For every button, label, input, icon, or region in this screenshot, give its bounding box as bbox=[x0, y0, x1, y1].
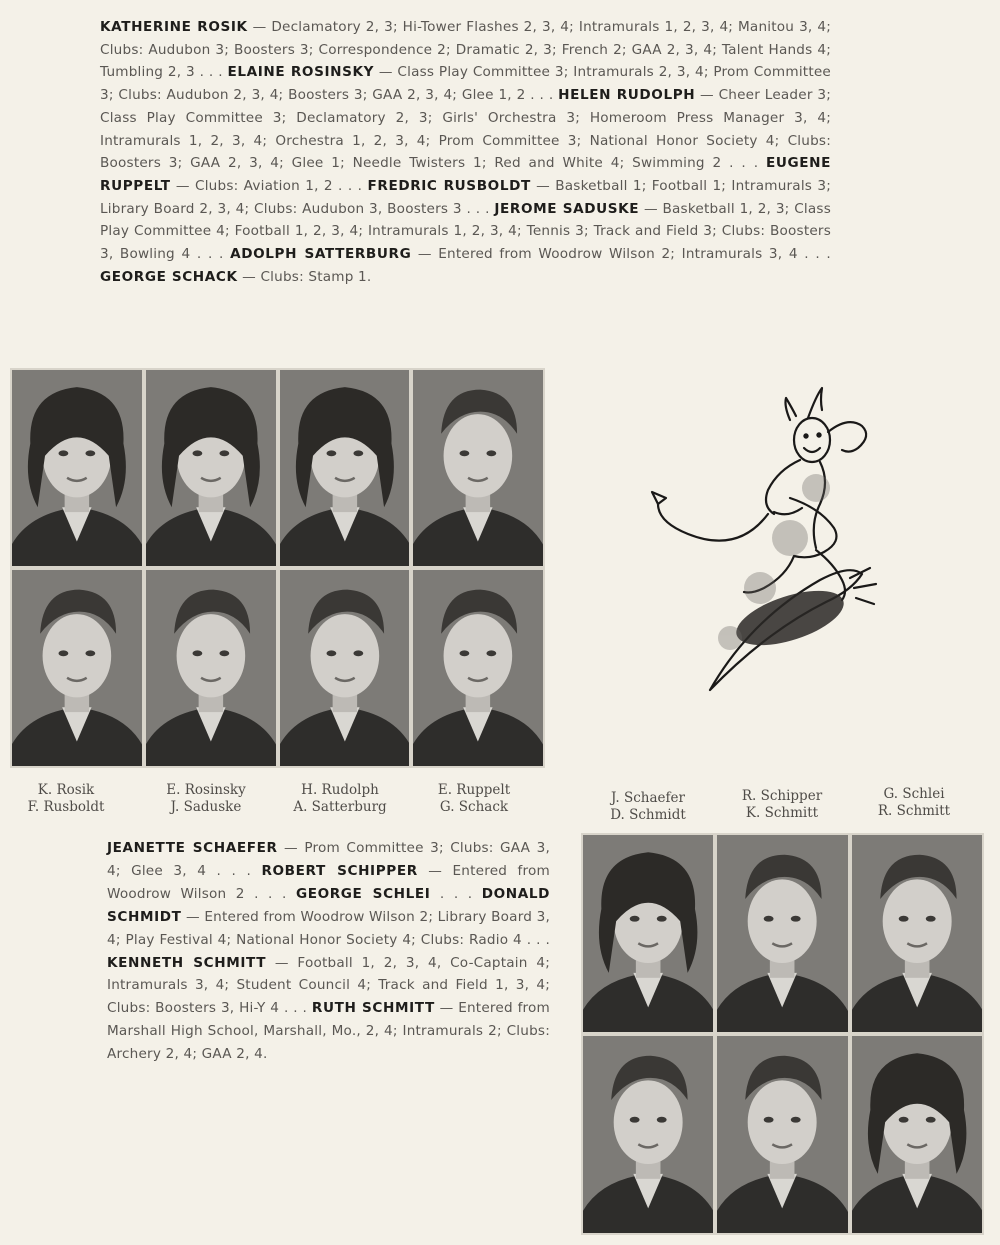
student-portrait-photo bbox=[12, 570, 142, 766]
ellipsis-separator: . . . bbox=[216, 862, 251, 879]
ellipsis-separator: . . . bbox=[526, 931, 550, 948]
student-activities: Entered from Woodrow Wilson 2 bbox=[107, 862, 550, 902]
em-dash: — bbox=[428, 862, 443, 879]
em-dash: — bbox=[186, 908, 200, 925]
student-name: EUGENE RUPPELT bbox=[100, 155, 832, 194]
student-name: GEORGE SCHLEI bbox=[295, 885, 431, 902]
student-activities: Entered from Marshall High School, Marshall, Mo., 2, 4; Intramurals 2; Clubs: Archery 2, 4; GAA 2, 4. bbox=[107, 1000, 551, 1063]
portrait-grid-left bbox=[10, 368, 545, 768]
caption-text: D. Schmidt bbox=[610, 807, 686, 823]
ellipsis-separator: . . . bbox=[804, 246, 831, 263]
student-name: RUTH SCHMITT bbox=[311, 1000, 435, 1017]
em-dash: — bbox=[242, 268, 256, 285]
caption-left-4 bbox=[438, 782, 510, 816]
student-portrait-photo bbox=[280, 370, 410, 566]
student-activities: Basketball 1; Football 1; Intramurals 3; Library Board 2, 3, 4; Clubs: Audubon 3, Boosters 3 bbox=[100, 177, 832, 217]
em-dash: — bbox=[439, 1000, 454, 1017]
student-portrait-photo bbox=[583, 1036, 713, 1233]
student-activities: Entered from Woodrow Wilson 2; Intramurals 3, 4 bbox=[438, 246, 798, 263]
ellipsis-separator: . . . bbox=[199, 64, 223, 81]
student-name: GEORGE SCHACK bbox=[100, 268, 238, 285]
student-activities: Clubs: Aviation 1, 2 bbox=[195, 177, 333, 194]
ellipsis-separator: . . . bbox=[196, 246, 224, 263]
student-portrait-photo bbox=[852, 835, 982, 1032]
em-dash: — bbox=[536, 177, 550, 194]
student-name: ADOLPH SATTERBURG bbox=[230, 246, 412, 263]
ellipsis-separator: . . . bbox=[729, 155, 759, 172]
caption-text: G. Schlei bbox=[883, 786, 945, 802]
student-activities: Prom Committee 3; Clubs: GAA 3, 4; Glee 3, 4 bbox=[107, 840, 551, 879]
student-name: JEROME SADUSKE bbox=[494, 200, 640, 217]
em-dash: — bbox=[274, 954, 289, 971]
caption-right-1 bbox=[610, 790, 686, 824]
student-name: ELAINE ROSINSKY bbox=[227, 64, 375, 81]
student-activities: Football 1, 2, 3, 4, Co-Captain 4; Intramurals 3, 4; Student Council 4; Track and Field 1, 3, 4; Clubs: Boosters 3, Hi-Y 4 bbox=[107, 954, 550, 1017]
student-portrait-photo bbox=[413, 370, 543, 566]
em-dash: — bbox=[417, 246, 432, 263]
em-dash: — bbox=[175, 177, 190, 194]
caption-text: J. Schaefer bbox=[611, 790, 685, 806]
student-portrait-photo bbox=[146, 370, 276, 566]
student-portrait-photo bbox=[146, 570, 276, 766]
ellipsis-separator: . . . bbox=[254, 885, 287, 902]
student-activities: Cheer Leader 3; Class Play Committee 3; Declamatory 2, 3; Girls' Orchestra 3; Homeroom Press Manager 3, 4; Intramurals 1, 2, 3, 4; Orchestra 1, 2, 3, 4; Prom Committee 3; National Honor Society 4; Clubs: Boosters 3; GAA 2, 3, 4; Glee 1; Needle Twisters 1; Red and White 4; Swimming 2 bbox=[100, 87, 832, 172]
caption-text: E. Rosinsky bbox=[166, 782, 246, 798]
caption-text: A. Satterburg bbox=[293, 799, 387, 815]
student-name: JEANETTE SCHAEFER bbox=[107, 840, 278, 856]
student-name: FREDRIC RUSBOLDT bbox=[367, 177, 531, 194]
em-dash: — bbox=[284, 840, 298, 856]
devil-mascot-illustration bbox=[640, 378, 900, 708]
ellipsis-separator: . . . bbox=[530, 87, 554, 104]
ellipsis-separator: . . . bbox=[439, 885, 473, 902]
student-activities: Clubs: Stamp 1. bbox=[260, 268, 372, 285]
student-portrait-photo bbox=[852, 1036, 982, 1233]
student-portrait-photo bbox=[583, 835, 713, 1032]
portrait-grid-right bbox=[581, 833, 984, 1235]
caption-right-2 bbox=[742, 788, 822, 822]
em-dash: — bbox=[700, 87, 714, 104]
em-dash: — bbox=[378, 64, 393, 81]
student-name: KENNETH SCHMITT bbox=[107, 954, 267, 971]
caption-text: R. Schipper bbox=[741, 788, 823, 804]
student-activities: Basketball 1, 2, 3; Class Play Committee 4; Football 1, 2, 3, 4; Intramurals 1, 2, 3, 4; Tennis 3; Track and Field 3; Clubs: Boosters 3, Bowling 4 bbox=[100, 200, 831, 263]
caption-text: F. Rusboldt bbox=[27, 799, 105, 815]
student-activities: Entered from Woodrow Wilson 2; Library Board 3, 4; Play Festival 4; National Honor Society 4; Clubs: Radio 4 bbox=[107, 908, 550, 948]
caption-text: J. Saduske bbox=[170, 799, 242, 815]
caption-text: K. Rosik bbox=[37, 782, 95, 798]
bio-paragraph-top bbox=[100, 16, 831, 288]
ellipsis-separator: . . . bbox=[466, 200, 490, 217]
student-name: HELEN RUDOLPH bbox=[558, 87, 696, 104]
student-portrait-photo bbox=[280, 570, 410, 766]
student-portrait-photo bbox=[12, 370, 142, 566]
em-dash: — bbox=[252, 19, 267, 35]
caption-text: G. Schack bbox=[439, 799, 509, 815]
student-portrait-photo bbox=[717, 835, 847, 1032]
ellipsis-separator: . . . bbox=[338, 177, 363, 194]
caption-text: H. Rudolph bbox=[301, 782, 379, 798]
caption-right-3 bbox=[878, 786, 950, 820]
student-activities: Declamatory 2, 3; Hi-Tower Flashes 2, 3, 4; Intramurals 1, 2, 3, 4; Manitou 3, 4; Clubs: Audubon 3; Boosters 3; Correspondence 2; Dramatic 2, 3; French 2; GAA 2, 3, 4; Talent Hands 4; Tumbling 2, 3 bbox=[100, 19, 832, 81]
student-name: DONALD SCHMIDT bbox=[107, 885, 551, 925]
student-portrait-photo bbox=[717, 1036, 847, 1233]
ellipsis-separator: . . . bbox=[283, 1000, 308, 1017]
em-dash: — bbox=[643, 200, 658, 217]
caption-text: E. Ruppelt bbox=[437, 782, 511, 798]
student-name: KATHERINE ROSIK bbox=[100, 19, 248, 35]
caption-text: R. Schmitt bbox=[877, 803, 951, 819]
caption-left-3 bbox=[293, 782, 386, 816]
bio-paragraph-bottom bbox=[107, 837, 550, 1066]
student-portrait-photo bbox=[413, 570, 543, 766]
caption-text: K. Schmitt bbox=[745, 805, 819, 821]
student-name: ROBERT SCHIPPER bbox=[261, 862, 418, 879]
caption-left-1 bbox=[28, 782, 105, 816]
caption-left-2 bbox=[166, 782, 245, 816]
student-activities: Class Play Committee 3; Intramurals 2, 3, 4; Prom Committee 3; Clubs: Audubon 2, 3, 4; Boosters 3; GAA 2, 3, 4; Glee 1, 2 bbox=[100, 64, 831, 104]
